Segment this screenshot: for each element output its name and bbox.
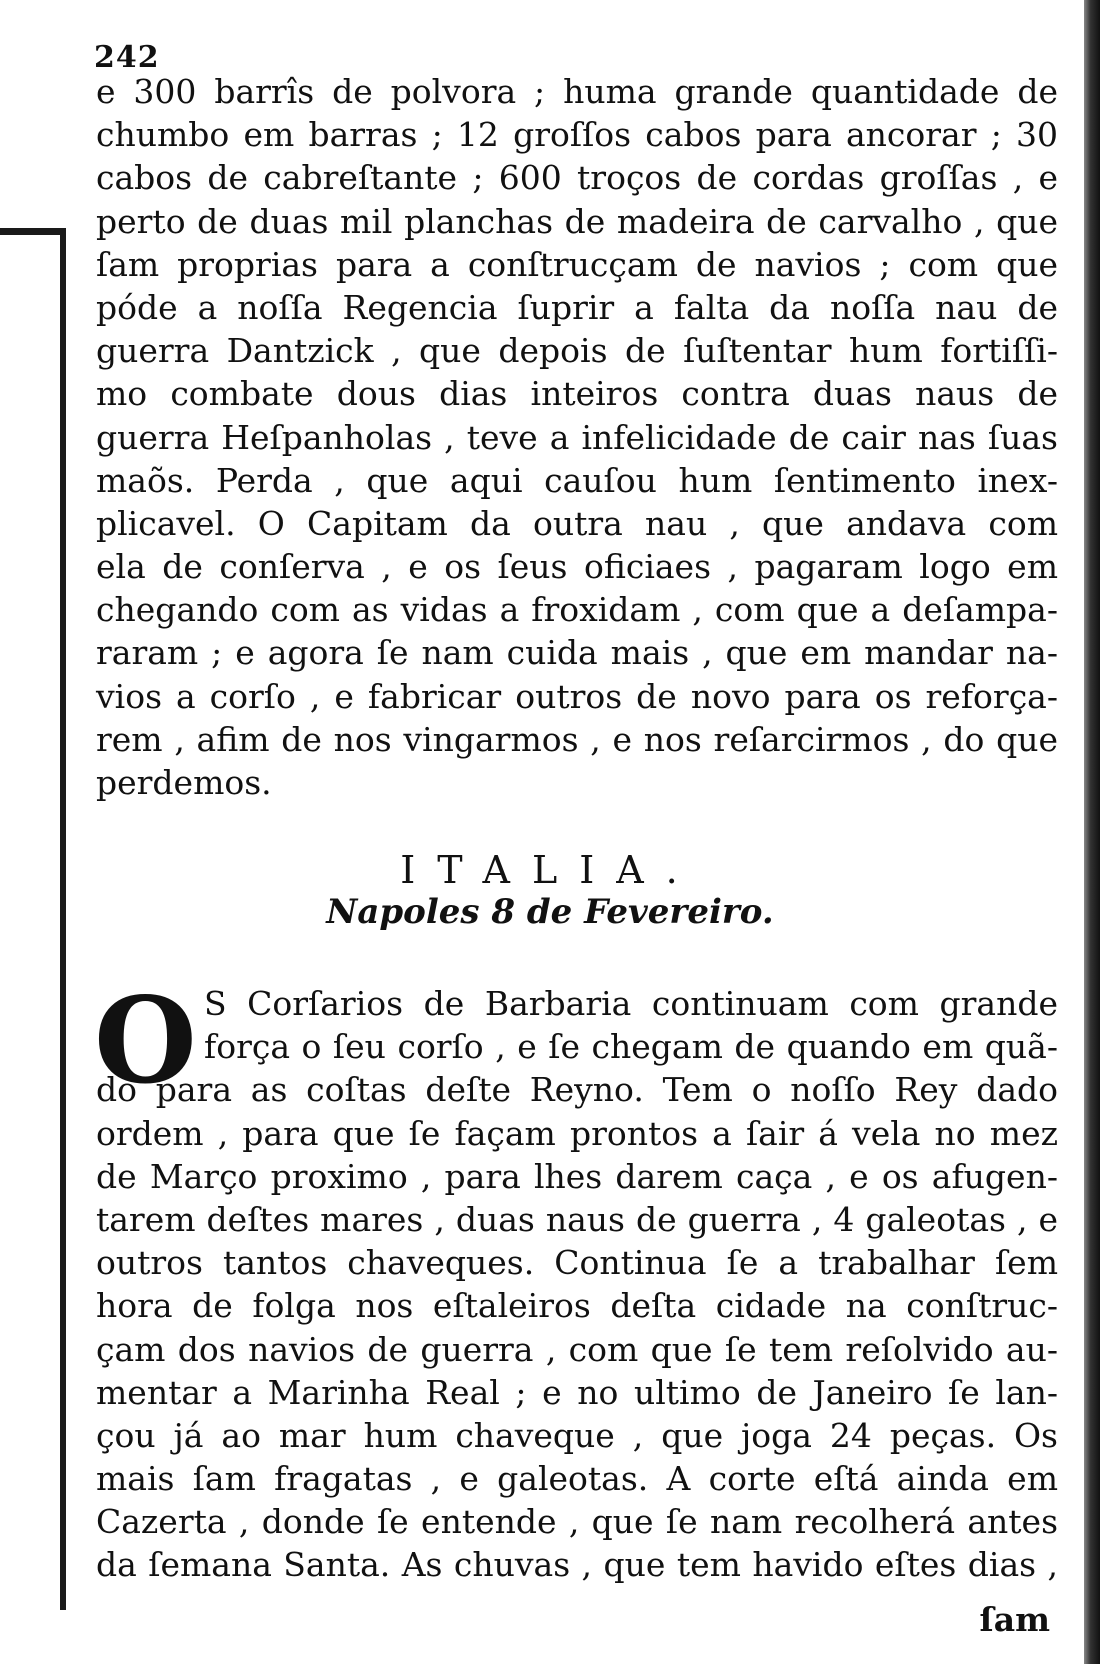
text-line: mentar a Marinha Real ; e no ultimo de Janeiro ſe lan- — [96, 1372, 1058, 1412]
text-line: perto de duas mil planchas de madeira de carvalho , que — [96, 201, 1058, 241]
text-line: chumbo em barras ; 12 groſſos cabos para ancorar ; 30 — [96, 115, 1058, 155]
page-number: 242 — [94, 40, 160, 75]
text-line: de Março proximo , para lhes darem caça , e os afugen- — [96, 1156, 1058, 1196]
drop-cap: O — [94, 971, 197, 1110]
top-paragraph — [96, 70, 1058, 804]
page-edge-shadow — [1084, 0, 1100, 1664]
text-line: guerra Heſpanholas , teve a infelicidade de cair nas ſuas — [96, 417, 1058, 457]
text-line: póde a noſſa Regencia ſuprir a falta da noſſa nau de — [96, 287, 1058, 327]
text-line: da ſemana Santa. As chuvas , que tem havido eſtes dias , — [96, 1545, 1058, 1585]
dateline: Napoles 8 de Fevereiro. — [326, 892, 774, 932]
text-line: do para as coſtas deſte Reyno. Tem o noſſo Rey dado — [96, 1070, 1058, 1110]
text-line: outros tantos chaveques. Continua ſe a trabalhar ſem — [96, 1243, 1058, 1283]
text-line: plicavel. O Capitam da outra nau , que andava com — [96, 503, 1058, 543]
text-line: hora de folga nos eſtaleiros deſta cidade na conſtruc- — [96, 1286, 1058, 1326]
text-line: chegando com as vidas a froxidam , com que a deſampa- — [96, 590, 1058, 630]
text-line: raram ; e agora ſe nam cuida mais , que em mandar na- — [96, 633, 1058, 673]
text-line: vios a corſo , e fabricar outros de novo para os reforça- — [96, 676, 1058, 716]
text-line: rem , afim de nos vingarmos , e nos reſarcirmos , do que — [96, 719, 1058, 759]
text-line: ſam proprias para a conſtrucçam de navios ; com que — [96, 244, 1058, 284]
text-line: maõs. Perda , que aqui cauſou hum ſentimento inex- — [96, 460, 1058, 500]
text-line: ela de conſerva , e os ſeus oficiaes , pagaram logo em — [96, 547, 1058, 587]
text-line: çam dos navios de guerra , com que ſe tem reſolvido au- — [96, 1329, 1058, 1369]
text-line: perdemos. — [96, 763, 272, 802]
text-line: ordem , para que ſe façam prontos a ſair á vela no mez — [96, 1113, 1058, 1153]
text-line: e 300 barrîs de polvora ; huma grande quantidade de — [96, 72, 1058, 111]
bottom-paragraph — [94, 971, 1058, 1587]
text-line: çou já ao mar hum chaveque , que joga 24 peças. Os — [96, 1415, 1058, 1455]
text-line: Cazerta , donde ſe entende , que ſe nam recolherá antes — [96, 1502, 1058, 1542]
text-line: mo combate dous dias inteiros contra duas naus de — [96, 374, 1058, 414]
text-line: tarem deſtes mares , duas naus de guerra , 4 galeotas , e — [96, 1199, 1058, 1239]
text-line: cabos de cabreſtante ; 600 troços de cordas groſſas , e — [96, 158, 1058, 198]
margin-bracket-top — [0, 228, 66, 235]
text-line: guerra Dantzick , que depois de ſuſtentar hum fortiſſi- — [96, 331, 1058, 371]
text-line: mais ſam fragatas , e galeotas. A corte eſtá ainda em — [96, 1459, 1058, 1499]
section-heading: ITALIA. — [400, 848, 700, 892]
catchword: ſam — [979, 1600, 1050, 1639]
text-line: S Corſarios de Barbaria continuam com grande — [204, 984, 1058, 1023]
text-line: força o ſeu corſo , e ſe chegam de quando em quã- — [204, 1027, 1058, 1067]
